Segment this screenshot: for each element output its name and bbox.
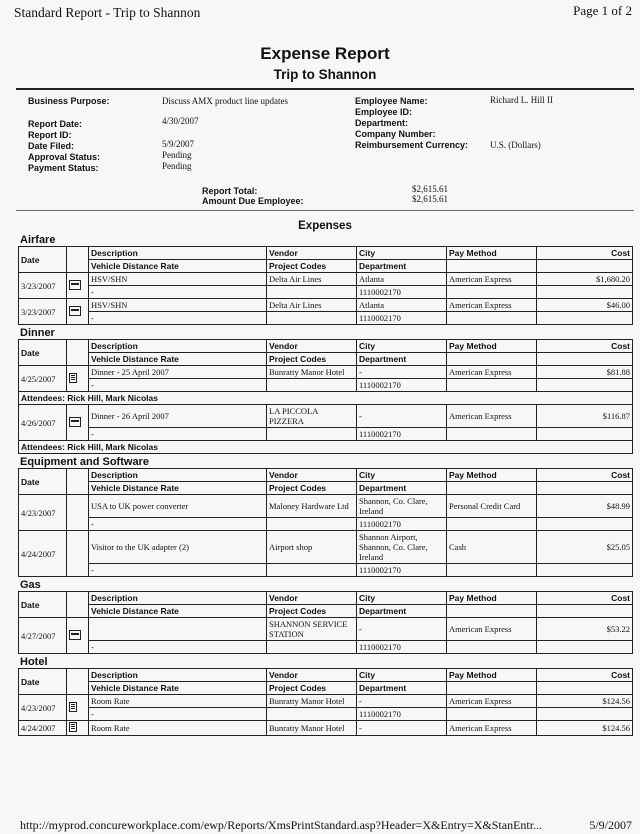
header-city: City [357, 469, 447, 482]
browser-footer [0, 814, 640, 834]
table-subheader-row [19, 605, 633, 618]
header-pay-method: Pay Method [447, 669, 537, 682]
header-vehicle: Vehicle Distance Rate [89, 353, 267, 366]
header-date: Date [19, 247, 67, 273]
table-row[interactable] [19, 495, 633, 518]
table-subrow: - 1110002170 [19, 564, 633, 577]
table-row[interactable] [19, 405, 633, 428]
header-vehicle: Vehicle Distance Rate [89, 605, 267, 618]
category-hotel: Hotel [20, 656, 48, 668]
department-cell: 1110002170 [357, 564, 447, 577]
vendor-cell: Bunratty Manor Hotel [267, 366, 357, 379]
table-subheader-row [19, 353, 633, 366]
header-project: Project Codes [267, 353, 357, 366]
department-cell: 1110002170 [357, 379, 447, 392]
header-city: City [357, 247, 447, 260]
payment-status-label: Payment Status: [28, 163, 99, 173]
attendees-row [19, 392, 633, 405]
table-row[interactable] [19, 695, 633, 708]
report-total-label: Report Total: [202, 186, 258, 196]
table-row[interactable] [19, 721, 633, 736]
date-cell: 4/23/2007 [19, 495, 67, 531]
header-vehicle: Vehicle Distance Rate [89, 682, 267, 695]
category-equipment: Equipment and Software [20, 456, 149, 468]
employee-id-label: Employee ID: [355, 107, 413, 117]
report-date-value: 4/30/2007 [162, 116, 199, 126]
equipment-table [18, 468, 633, 577]
table-subheader-row [19, 682, 633, 695]
description-cell: USA to UK power converter [89, 495, 267, 518]
vendor-cell: SHANNON SERVICE STATION [267, 618, 357, 641]
business-purpose-label: Business Purpose: [28, 96, 110, 106]
category-gas: Gas [20, 579, 41, 591]
department-cell: 1110002170 [357, 708, 447, 721]
header-date: Date [19, 669, 67, 695]
header-vendor: Vendor [267, 340, 357, 353]
header-pay-method: Pay Method [447, 340, 537, 353]
vendor-cell: Bunratty Manor Hotel [267, 721, 357, 736]
pay-method-cell: American Express [447, 273, 537, 286]
vendor-cell: Bunratty Manor Hotel [267, 695, 357, 708]
date-cell: 4/24/2007 [19, 531, 67, 577]
date-cell: 3/23/2007 [19, 273, 67, 299]
header-city: City [357, 669, 447, 682]
description-cell: HSV/SHN [89, 299, 267, 312]
table-subheader-row [19, 260, 633, 273]
city-cell: - [357, 695, 447, 708]
header-pay-method: Pay Method [447, 247, 537, 260]
date-cell: 4/24/2007 [19, 721, 67, 736]
amount-due-value: $2,615.61 [412, 194, 448, 204]
city-cell: Shannon Airport, Shannon, Co. Clare, Ireland [357, 531, 447, 564]
approval-status-label: Approval Status: [28, 152, 101, 162]
credit-card-icon[interactable] [69, 417, 81, 427]
table-subrow: - 1110002170 [19, 641, 633, 654]
table-row[interactable] [19, 273, 633, 286]
table-header-row [19, 592, 633, 605]
browser-header [0, 0, 640, 28]
page-url: http://myprod.concureworkplace.com/ewp/Reports/XmsPrintStandard.asp?Header=X&Entry=X&StanEntr... [20, 818, 543, 832]
city-cell: Atlanta [357, 299, 447, 312]
attendees-row [19, 441, 633, 454]
header-cost: Cost [537, 592, 633, 605]
currency-label: Reimbursement Currency: [355, 140, 469, 150]
credit-card-icon[interactable] [69, 280, 81, 290]
header-project: Project Codes [267, 482, 357, 495]
date-cell: 4/23/2007 [19, 695, 67, 721]
description-cell: Room Rate [89, 721, 267, 736]
table-header-row [19, 247, 633, 260]
payment-status-value: Pending [162, 161, 192, 171]
report-title: Expense Report [260, 44, 390, 63]
pay-method-cell: Personal Credit Card [447, 495, 537, 518]
employee-name-value: Richard L. Hill II [490, 95, 553, 105]
pay-method-cell: American Express [447, 299, 537, 312]
approval-status-value: Pending [162, 150, 192, 160]
vendor-cell: Airport shop [267, 531, 357, 564]
date-cell: 3/23/2007 [19, 299, 67, 325]
date-cell: 4/25/2007 [19, 366, 67, 392]
receipt-icon[interactable] [69, 722, 77, 732]
pay-method-cell: American Express [447, 695, 537, 708]
cost-cell: $124.56 [537, 695, 633, 708]
date-cell: 4/26/2007 [19, 405, 67, 441]
header-date: Date [19, 592, 67, 618]
description-cell: Dinner - 25 April 2007 [89, 366, 267, 379]
description-cell: Room Rate [89, 695, 267, 708]
attendees: Attendees: Rick Hill, Mark Nicolas [19, 441, 633, 454]
browser-title: Standard Report - Trip to Shannon [14, 5, 201, 20]
header-project: Project Codes [267, 260, 357, 273]
table-subrow: - 1110002170 [19, 379, 633, 392]
description-cell: Dinner - 26 April 2007 [89, 405, 267, 428]
header-project: Project Codes [267, 682, 357, 695]
header-department: Department [357, 482, 447, 495]
description-cell: HSV/SHN [89, 273, 267, 286]
cost-cell: $116.87 [537, 405, 633, 428]
print-date: 5/9/2007 [589, 818, 632, 832]
city-cell: Atlanta [357, 273, 447, 286]
cost-cell: $48.99 [537, 495, 633, 518]
header-vendor: Vendor [267, 669, 357, 682]
expenses-title: Expenses [298, 220, 352, 232]
header-description: Description [89, 340, 267, 353]
report-date-label: Report Date: [28, 119, 83, 129]
header-description: Description [89, 469, 267, 482]
header-cost: Cost [537, 340, 633, 353]
vendor-cell: Maloney Hardware Ltd [267, 495, 357, 518]
city-cell: - [357, 405, 447, 428]
receipt-icon[interactable] [69, 702, 77, 712]
header-date: Date [19, 340, 67, 366]
date-filed-value: 5/9/2007 [162, 139, 195, 149]
attendees: Attendees: Rick Hill, Mark Nicolas [19, 392, 633, 405]
category-airfare: Airfare [20, 234, 56, 246]
header-pay-method: Pay Method [447, 592, 537, 605]
table-header-row [19, 469, 633, 482]
department-cell: 1110002170 [357, 428, 447, 441]
department-cell: 1110002170 [357, 641, 447, 654]
table-header-row [19, 669, 633, 682]
header-city: City [357, 340, 447, 353]
company-number-label: Company Number: [355, 129, 436, 139]
header-description: Description [89, 247, 267, 260]
description-cell [89, 618, 267, 641]
header-vehicle: Vehicle Distance Rate [89, 482, 267, 495]
table-row[interactable] [19, 531, 633, 564]
vendor-cell: LA PICCOLA PIZZERA [267, 405, 357, 428]
header-city: City [357, 592, 447, 605]
cost-cell: $124.56 [537, 721, 633, 736]
airfare-table [18, 246, 633, 325]
department-cell: 1110002170 [357, 286, 447, 299]
header-pay-method: Pay Method [447, 469, 537, 482]
department-label: Department: [355, 118, 409, 128]
gas-table [18, 591, 633, 654]
header-department: Department [357, 605, 447, 618]
table-row[interactable] [19, 366, 633, 379]
table-subrow: - 1110002170 [19, 708, 633, 721]
credit-card-icon[interactable] [69, 306, 81, 316]
hotel-table [18, 668, 633, 736]
city-cell: - [357, 366, 447, 379]
cost-cell: $25.05 [537, 531, 633, 564]
header-cost: Cost [537, 669, 633, 682]
category-dinner: Dinner [20, 327, 55, 339]
table-row[interactable] [19, 299, 633, 312]
header-project: Project Codes [267, 605, 357, 618]
page-number: Page 1 of 2 [573, 3, 632, 18]
report-id-label: Report ID: [28, 130, 72, 140]
business-purpose-value: Discuss AMX product line updates [162, 96, 288, 106]
header-vendor: Vendor [267, 592, 357, 605]
city-cell: Shannon, Co. Clare, Ireland [357, 495, 447, 518]
pay-method-cell: American Express [447, 618, 537, 641]
table-subrow: - 1110002170 [19, 518, 633, 531]
header-department: Department [357, 682, 447, 695]
pay-method-cell: Cash [447, 531, 537, 564]
table-header-row [19, 340, 633, 353]
header-department: Department [357, 353, 447, 366]
department-cell: 1110002170 [357, 518, 447, 531]
header-department: Department [357, 260, 447, 273]
cost-cell: $81.88 [537, 366, 633, 379]
pay-method-cell: American Express [447, 366, 537, 379]
cost-cell: $53.22 [537, 618, 633, 641]
report-total-value: $2,615.61 [412, 184, 448, 194]
pay-method-cell: American Express [447, 721, 537, 736]
header-vendor: Vendor [267, 469, 357, 482]
table-subrow: - 1110002170 [19, 312, 633, 325]
pay-method-cell: American Express [447, 405, 537, 428]
city-cell: - [357, 721, 447, 736]
report-subtitle: Trip to Shannon [273, 67, 377, 82]
vendor-cell: Delta Air Lines [267, 273, 357, 286]
header-description: Description [89, 669, 267, 682]
employee-name-label: Employee Name: [355, 96, 428, 106]
vendor-cell: Delta Air Lines [267, 299, 357, 312]
header-cost: Cost [537, 247, 633, 260]
amount-due-label: Amount Due Employee: [202, 196, 304, 206]
cost-cell: $1,680.20 [537, 273, 633, 286]
description-cell: Visitor to the UK adapter (2) [89, 531, 267, 564]
table-subrow: - 1110002170 [19, 428, 633, 441]
header-description: Description [89, 592, 267, 605]
report-header [16, 90, 634, 210]
header-date: Date [19, 469, 67, 495]
header-vendor: Vendor [267, 247, 357, 260]
table-row[interactable] [19, 618, 633, 641]
date-cell: 4/27/2007 [19, 618, 67, 654]
department-cell: 1110002170 [357, 312, 447, 325]
currency-value: U.S. (Dollars) [490, 140, 541, 150]
table-subrow: - 1110002170 [19, 286, 633, 299]
dinner-table [18, 339, 633, 454]
cost-cell: $46.00 [537, 299, 633, 312]
city-cell: - [357, 618, 447, 641]
receipt-icon[interactable] [69, 373, 77, 383]
table-subheader-row [19, 482, 633, 495]
date-filed-label: Date Filed: [28, 141, 75, 151]
credit-card-icon[interactable] [69, 630, 81, 640]
divider [16, 210, 634, 211]
header-cost: Cost [537, 469, 633, 482]
report-sheet [16, 32, 634, 736]
header-vehicle: Vehicle Distance Rate [89, 260, 267, 273]
